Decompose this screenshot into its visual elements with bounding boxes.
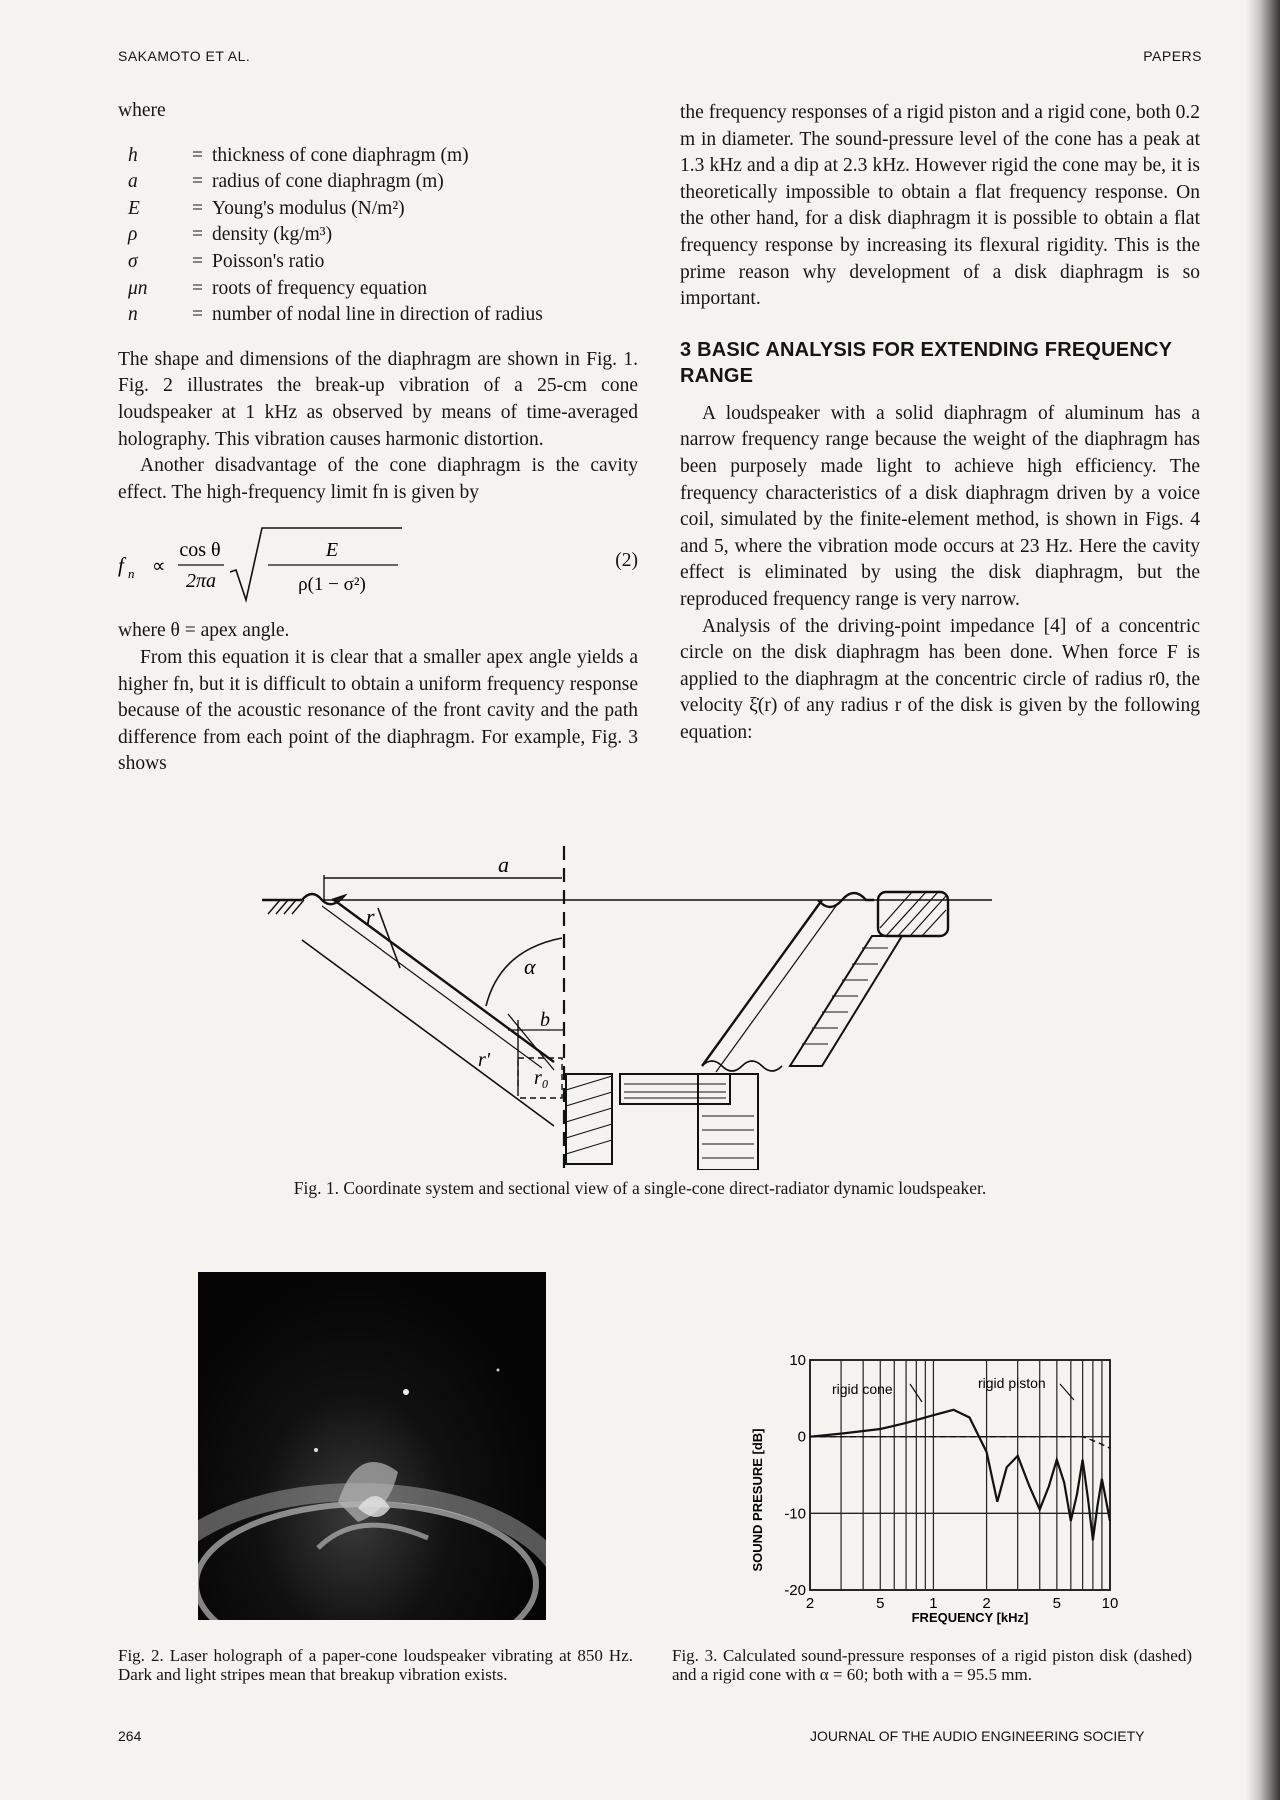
paragraph: The shape and dimensions of the diaphragm are shown in Fig. 1. Fig. 2 illustrates the break-up vibration of a 25-cm cone loudspeaker at 1 kHz as observed by means of time-averaged holography. This vibration causes harmonic distortion. [118,348,638,450]
x-tick-label: 1 [929,1595,938,1612]
x-tick-label: 2 [982,1595,991,1612]
y-tick-label: -10 [784,1505,806,1523]
x-tick-label: 5 [1052,1595,1062,1612]
variable-symbol: n [128,304,138,326]
variable-row [118,169,638,196]
variable-row [118,143,638,170]
label-rigid-piston: rigid piston [978,1375,1046,1391]
label-a: a [498,852,509,877]
series-line-rigid-piston [810,1437,1110,1449]
equation-proportional: ∝ [152,555,166,578]
paragraph: A loudspeaker with a solid diaphragm of aluminum has a narrow frequency range because the weight of the diaphragm has been purposely made light to achieve high efficiency. The frequency characteristics of a disk diaphragm driven by a voice coil, simulated by the finite-element method, is shown in Figs. 4 and 5, where the vibration mode occurs at 23 Hz. Here the cavity effect is eliminated by using the disk diaphragm, but the reproduced frequency range is very narrow. [680,402,1200,610]
equation-denominator-2: ρ(1 − σ²) [298,574,366,596]
yoke [698,1074,758,1170]
variable-list [118,143,638,329]
y-tick-label: 10 [789,1352,806,1369]
variable-row [118,249,638,276]
section-heading: 3 BASIC ANALYSIS FOR EXTENDING FREQUENCY RANGE [680,338,1172,387]
paragraph: Another disadvantage of the cone diaphragm is the cavity effect. The high-frequency limit fn is given by [118,455,638,503]
x-tick-label: 2 [805,1595,815,1612]
figure-3-chart [740,1340,1130,1630]
label-rigid-cone: rigid cone [832,1381,893,1397]
equation-numerator-2: E [325,539,339,562]
where-text: where [118,100,166,121]
variable-equals: = [192,171,203,193]
journal-name: JOURNAL OF THE AUDIO ENGINEERING SOCIETY [810,1728,1145,1744]
frame-rim [878,892,948,936]
equation-numerator-1: cos θ [179,539,221,562]
y-axis-label: SOUND PRESURE [dB] [750,1428,765,1572]
figure-2-caption: Fig. 2. Laser holograph of a paper-cone loudspeaker vibrating at 850 Hz. Dark and light stripes mean that breakup vibration exists. [118,1646,633,1684]
label-r: r [366,904,375,929]
paragraph: the frequency responses of a rigid piston and a rigid cone, both 0.2 m in diameter. The sound-pressure level of the cone has a peak at 1.3 kHz and a dip at 2.3 kHz. However rigid the cone may be, it is theoretically impossible to obtain a flat frequency response. On the other hand, for a disk diaphragm it is possible to obtain a flat frequency response by increasing its flexural rigidity. This is the prime reason why development of a disk diaphragm is so important. [680,102,1200,310]
magnet [620,1074,730,1104]
label-alpha: α [524,954,536,979]
paragraph: where θ = apex angle. [118,620,290,642]
cone-right-inner [716,906,836,1072]
right-column [680,100,1200,746]
equation-lhs: f [118,553,124,578]
y-tick-label: 0 [797,1428,806,1446]
equation-number: (2) [615,550,638,572]
figure-3-caption: Fig. 3. Calculated sound-pressure responses of a rigid piston disk (dashed) and a rigid cone with α = 60; both with a = 95.5 mm. [672,1646,1192,1684]
x-tick-label: 10 [1101,1595,1119,1612]
variable-symbol: ρ [128,224,138,246]
variable-row [118,222,638,249]
frame-hatch [880,892,946,936]
variable-row [118,276,638,303]
chart-series [810,1384,1110,1540]
paragraph: Analysis of the driving-point impedance [4] of a concentric circle on the disk diaphragm has been done. When force F is applied to the diaphragm at the concentric circle of radius r0, the velocity ξ̇(r) of any radius r of the disk is given by the following equation: [680,615,1200,743]
yoke-hatch [702,1116,754,1158]
equation-2 [118,514,638,610]
holograph-pattern [198,1272,546,1620]
figure-1-caption: Fig. 1. Coordinate system and sectional view of a single-cone direct-radiator dynamic loudspeaker. [293,1178,987,1198]
variable-symbol: μn [128,277,148,299]
label-rprime: r' [478,1049,491,1071]
figure-1-loudspeaker-diagram [262,840,1062,1170]
variable-row [118,196,638,223]
left-column [118,98,638,778]
variable-equals: = [192,197,203,219]
equation-graphic [118,514,558,610]
variable-equals: = [192,250,203,272]
equation-lhs-subscript: n [128,566,135,582]
frame-strut [790,936,902,1066]
variable-equals: = [192,277,203,299]
dimension-r-tick [378,908,400,968]
x-tick-label: 5 [876,1595,885,1612]
variable-definition: Young's modulus (N/m²) [212,197,405,219]
pole-hatch [566,1076,612,1154]
variable-equals: = [192,144,203,166]
y-tick-label: -20 [784,1582,806,1599]
x-axis-label: FREQUENCY [kHz] [911,1610,1029,1625]
label-r0: r₀ [534,1067,549,1089]
cone-left-inner [322,906,542,1068]
spider [702,1061,782,1071]
variable-symbol: E [128,197,140,219]
variable-row [118,302,638,329]
page-edge-shadow [1246,0,1280,1800]
variable-symbol: a [128,171,138,193]
paragraph: From this equation it is clear that a smaller apex angle yields a higher fn, but it is difficult to obtain a uniform frequency response because of the acoustic resonance of the front cavity and the path difference from each point of the diaphragm. For example, Fig. 3 shows [118,646,638,775]
running-header-authors: SAKAMOTO ET AL. [118,48,251,64]
variable-definition: thickness of cone diaphragm (m) [212,144,469,166]
variable-definition: Poisson's ratio [212,250,325,272]
variable-definition: number of nodal line in direction of radius [212,304,543,326]
label-b: b [540,1009,550,1031]
series-line-rigid-cone [810,1410,1110,1540]
variable-equals: = [192,304,203,326]
variable-definition: radius of cone diaphragm (m) [212,171,444,193]
leader-line-piston [1060,1384,1074,1400]
running-header-section: PAPERS [1143,48,1202,64]
cone-right-outer [702,900,822,1066]
figure-2-laser-holograph-image [198,1272,546,1620]
variable-definition: density (kg/m³) [212,224,333,246]
variable-definition: roots of frequency equation [212,277,427,299]
variable-symbol: h [128,144,138,166]
page-number: 264 [118,1728,142,1744]
variable-equals: = [192,224,203,246]
variable-symbol: σ [128,250,138,272]
magnet-hatch [624,1084,726,1098]
equation-denominator-1: 2πa [185,570,217,593]
baffle-hatch [268,900,304,914]
